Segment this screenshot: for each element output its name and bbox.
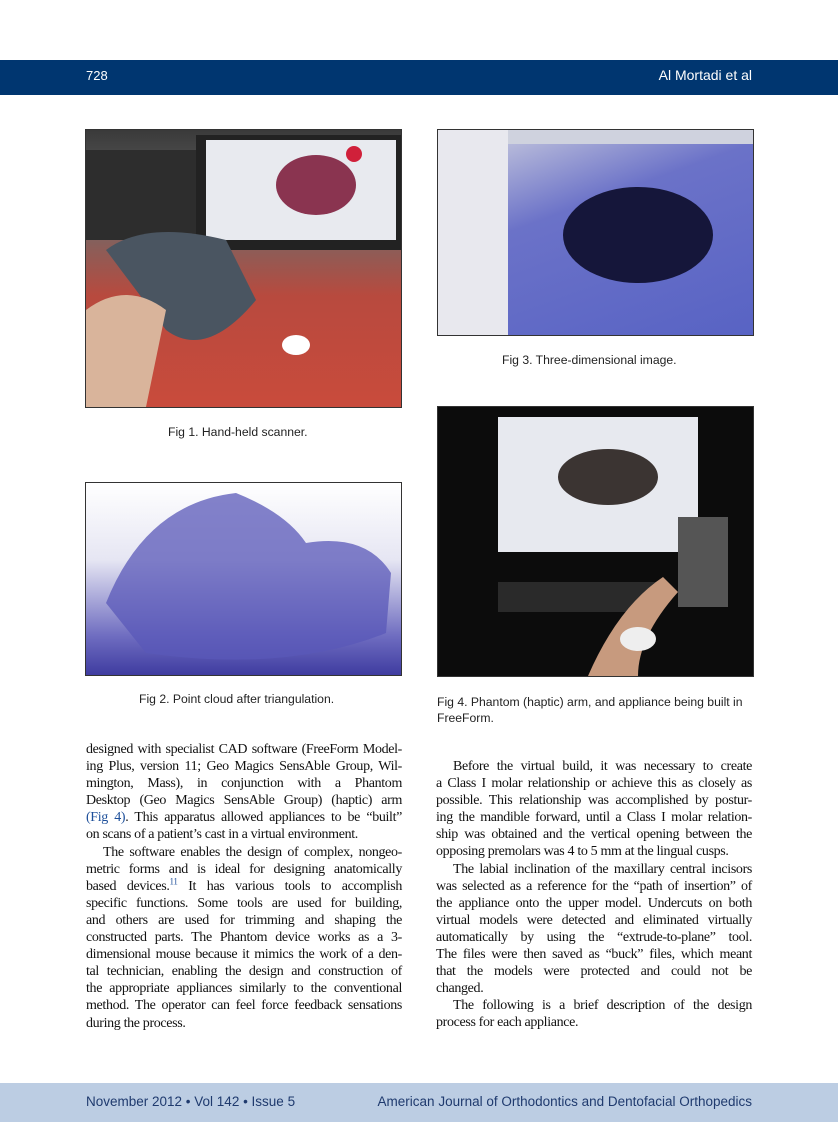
text-run: mington, Mass), in conjunction with a Phantom — [86, 776, 402, 792]
figure-1-caption: Fig 1. Hand-held scanner. — [168, 425, 308, 439]
three-dimensional-model-screenshot — [438, 130, 753, 335]
text-line — [86, 861, 402, 878]
text-line — [86, 878, 402, 895]
figure-2-image — [85, 482, 402, 676]
figure-3-caption: Fig 3. Three-dimensional image. — [502, 353, 677, 367]
text-line — [436, 843, 752, 860]
figure-4-caption — [437, 694, 743, 726]
text-line — [86, 963, 402, 980]
text-line — [436, 878, 752, 895]
text-line — [436, 946, 752, 963]
point-cloud-mesh — [86, 483, 401, 675]
page-number: 728 — [86, 68, 108, 83]
text-line — [86, 997, 402, 1014]
text-run: Desktop (Geo Magics SensAble Group) (haptic) arm — [86, 793, 402, 809]
text-line — [86, 929, 402, 946]
text-run: on scans of a patient’s cast in a virtual environment. — [86, 827, 358, 843]
text-run: constructed parts. The Phantom device works as a 3- — [86, 930, 402, 946]
text-run: It has various tools to accomplish — [177, 878, 402, 894]
text-line — [86, 792, 402, 809]
text-run: tal technician, enabling the design and construction of — [86, 964, 402, 980]
text-line — [436, 929, 752, 946]
running-header — [0, 60, 838, 95]
paragraph — [436, 997, 752, 1031]
text-run: the appliance onto the upper model. Undercuts on both — [436, 895, 752, 911]
text-line — [436, 980, 752, 997]
text-run: metric forms and is ideal for designing anatomically — [86, 861, 402, 877]
paragraph — [436, 861, 752, 998]
text-run: possible. This relationship was accomplished by postur- — [436, 793, 752, 809]
text-run: The files were then saved as “buck” files, which meant — [436, 947, 752, 963]
text-line — [86, 912, 402, 929]
text-line — [436, 826, 752, 843]
text-line — [86, 826, 402, 843]
figure-1-image — [85, 129, 402, 408]
text-run: automatically by using the “extrude-to-plane” tool. — [436, 929, 752, 945]
text-run: . This apparatus allowed appliances to be “built” — [125, 810, 402, 826]
text-line — [86, 1015, 402, 1032]
text-run: method. The operator can feel force feedback sensations — [86, 998, 402, 1014]
text-line — [436, 861, 752, 878]
right-text-column — [436, 758, 752, 1032]
text-line — [436, 775, 752, 792]
issue-info: November 2012 • Vol 142 • Issue 5 — [86, 1094, 296, 1109]
text-line — [86, 809, 402, 826]
text-run: The labial inclination of the maxillary central incisors — [453, 861, 752, 877]
figure-2-caption: Fig 2. Point cloud after triangulation. — [139, 692, 335, 706]
text-run: opposing premolars was 4 to 5 mm at the lingual cusps. — [436, 844, 729, 860]
text-line — [436, 1014, 752, 1031]
text-line — [436, 895, 752, 912]
text-run: the appropriate appliances similarly to the conventional — [86, 981, 402, 997]
text-line — [436, 792, 752, 809]
text-run: process for each appliance. — [436, 1015, 579, 1031]
figure-reference-link[interactable]: (Fig 4) — [86, 810, 126, 826]
text-run: during the process. — [86, 1015, 186, 1031]
text-run: dimensional mouse because it mimics the work of a den- — [86, 947, 402, 963]
text-run: a Class I molar relationship or achieve this as closely as — [436, 776, 752, 792]
figure-4-caption-line-1: Fig 4. Phantom (haptic) arm, and appliance being built in — [437, 695, 743, 709]
text-run: ship was obtained and the vertical opening between the — [436, 827, 752, 843]
text-run: The following is a brief description of the design — [453, 998, 752, 1014]
figure-4-caption-line-2: FreeForm. — [437, 711, 494, 725]
running-footer — [0, 1083, 838, 1122]
text-line — [86, 980, 402, 997]
figure-3-image — [437, 129, 754, 336]
text-run: based devices. — [86, 878, 170, 894]
text-line — [436, 758, 752, 775]
citation-superscript[interactable]: 11 — [169, 876, 178, 887]
text-line — [86, 895, 402, 912]
text-line — [436, 963, 752, 980]
text-run: was selected as a reference for the “path of insertion” of — [436, 878, 752, 894]
phantom-haptic-arm-photo — [438, 407, 753, 676]
text-line — [86, 775, 402, 792]
figure-4-image — [437, 406, 754, 677]
text-run: The software enables the design of complex, nongeo- — [103, 844, 402, 860]
text-run: that the models were protected and could not be — [436, 964, 752, 980]
hand-held-scanner-photo — [86, 130, 401, 407]
text-line — [86, 844, 402, 861]
text-run: specific functions. Some tools are used for building, — [86, 895, 402, 911]
text-run: virtual models were detected and eliminated virtually — [436, 912, 752, 928]
left-text-column — [86, 741, 402, 1032]
text-line — [86, 758, 402, 775]
text-line — [86, 946, 402, 963]
text-run: changed. — [436, 981, 484, 997]
text-run: designed with specialist CAD software (FreeForm Model- — [86, 742, 402, 757]
text-line — [436, 997, 752, 1014]
journal-name: American Journal of Orthodontics and Dentofacial Orthopedics — [377, 1094, 752, 1109]
paragraph — [436, 758, 752, 861]
text-run: and others are used for trimming and shaping the — [86, 912, 402, 928]
text-run: ing Plus, version 11; Geo Magics SensAble Group, Wil- — [86, 759, 402, 775]
text-line — [86, 741, 402, 758]
text-line — [436, 912, 752, 929]
text-run: ing the mandible forward, until a Class I molar relation- — [436, 810, 752, 826]
text-run: Before the virtual build, it was necessary to create — [453, 759, 752, 774]
running-authors: Al Mortadi et al — [658, 67, 752, 83]
paragraph — [86, 844, 402, 1032]
paragraph — [86, 741, 402, 844]
text-line — [436, 809, 752, 826]
